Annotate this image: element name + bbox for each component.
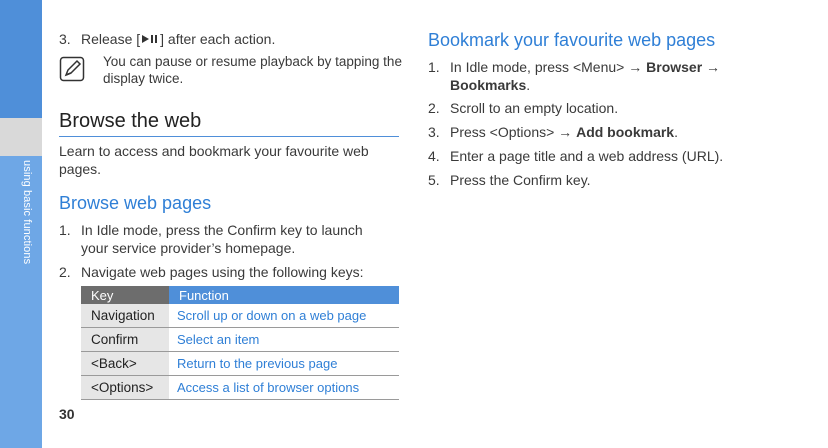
table-row [81, 352, 399, 376]
subsection-heading: Browse web pages [59, 193, 212, 213]
header-function: Function [169, 286, 399, 304]
section-intro: Learn to access and bookmark your favourite web pages. [59, 143, 369, 177]
play-pause-icon [140, 33, 160, 45]
sidebar-band-marker [0, 118, 42, 156]
header-key: Key [81, 286, 169, 304]
table-header-row [81, 286, 399, 304]
key-cell: <Options> [81, 376, 169, 400]
table-row [81, 304, 399, 328]
function-cell: Scroll up or down on a web page [169, 304, 399, 328]
table-row [81, 328, 399, 352]
note-text: You can pause or resume playback by tapping the display twice. [103, 54, 402, 86]
sidebar-band-top [0, 0, 42, 118]
heading-rule [59, 136, 399, 137]
key-cell: Navigation [81, 304, 169, 328]
note-icon [59, 56, 85, 82]
function-cell: Access a list of browser options [169, 376, 399, 400]
function-cell: Return to the previous page [169, 352, 399, 376]
table-row [81, 376, 399, 400]
section-heading: Browse the web [59, 110, 202, 132]
bookmark-heading: Bookmark your favourite web pages [428, 30, 716, 50]
page-number: 30 [59, 406, 75, 422]
function-cell: Select an item [169, 328, 399, 352]
key-cell: Confirm [81, 328, 169, 352]
sidebar-tab [0, 0, 42, 448]
key-cell: <Back> [81, 352, 169, 376]
keys-table [81, 286, 399, 400]
sidebar-label: using basic functions [21, 160, 33, 265]
